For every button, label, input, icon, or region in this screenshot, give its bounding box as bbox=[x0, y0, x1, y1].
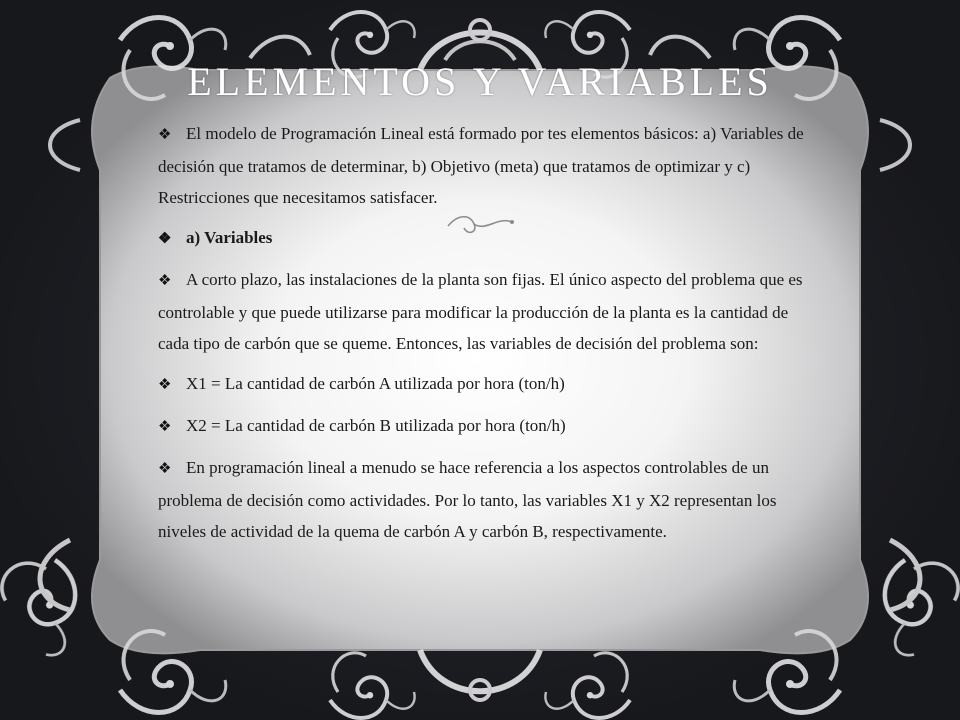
diamond-bullet-icon: ❖ bbox=[158, 127, 172, 143]
bullet-text: a) Variables bbox=[186, 228, 273, 247]
bullet-text: X1 = La cantidad de carbón A utilizada por hora (ton/h) bbox=[186, 374, 565, 393]
bullet-text: En programación lineal a menudo se hace referencia a los aspectos controlables de un problema de decisión como actividades. Por lo tanto, las variables X1 y X2 representan los niveles de actividad de la quema de carbón A y carbón B, respectivamente. bbox=[158, 458, 777, 541]
diamond-bullet-icon: ❖ bbox=[158, 377, 172, 393]
bullet-paragraph bbox=[158, 264, 818, 359]
bullet-paragraph bbox=[158, 452, 818, 547]
diamond-bullet-icon: ❖ bbox=[158, 273, 172, 289]
slide-body bbox=[158, 118, 818, 556]
bullet-paragraph bbox=[158, 222, 818, 255]
bullet-text: A corto plazo, las instalaciones de la planta son fijas. El único aspecto del problema que es controlable y que puede utilizarse para modificar la producción de la planta es la cantidad de cada tipo de carbón que se queme. Entonces, las variables de decisión del problema son: bbox=[158, 270, 803, 353]
diamond-bullet-icon: ❖ bbox=[158, 461, 172, 477]
diamond-bullet-icon: ❖ bbox=[158, 419, 172, 435]
bullet-text: X2 = La cantidad de carbón B utilizada por hora (ton/h) bbox=[186, 416, 566, 435]
diamond-bullet-icon: ❖ bbox=[158, 231, 172, 247]
bullet-paragraph bbox=[158, 410, 818, 443]
bullet-paragraph bbox=[158, 368, 818, 401]
slide-title: ELEMENTOS Y VARIABLES bbox=[187, 59, 773, 104]
bullet-text: El modelo de Programación Lineal está formado por tes elementos básicos: a) Variables de decisión que tratamos de determinar, b) Objetivo (meta) que tratamos de optimizar y c) Restricciones que necesitamos satisfacer. bbox=[158, 124, 804, 207]
bullet-paragraph bbox=[158, 118, 818, 213]
